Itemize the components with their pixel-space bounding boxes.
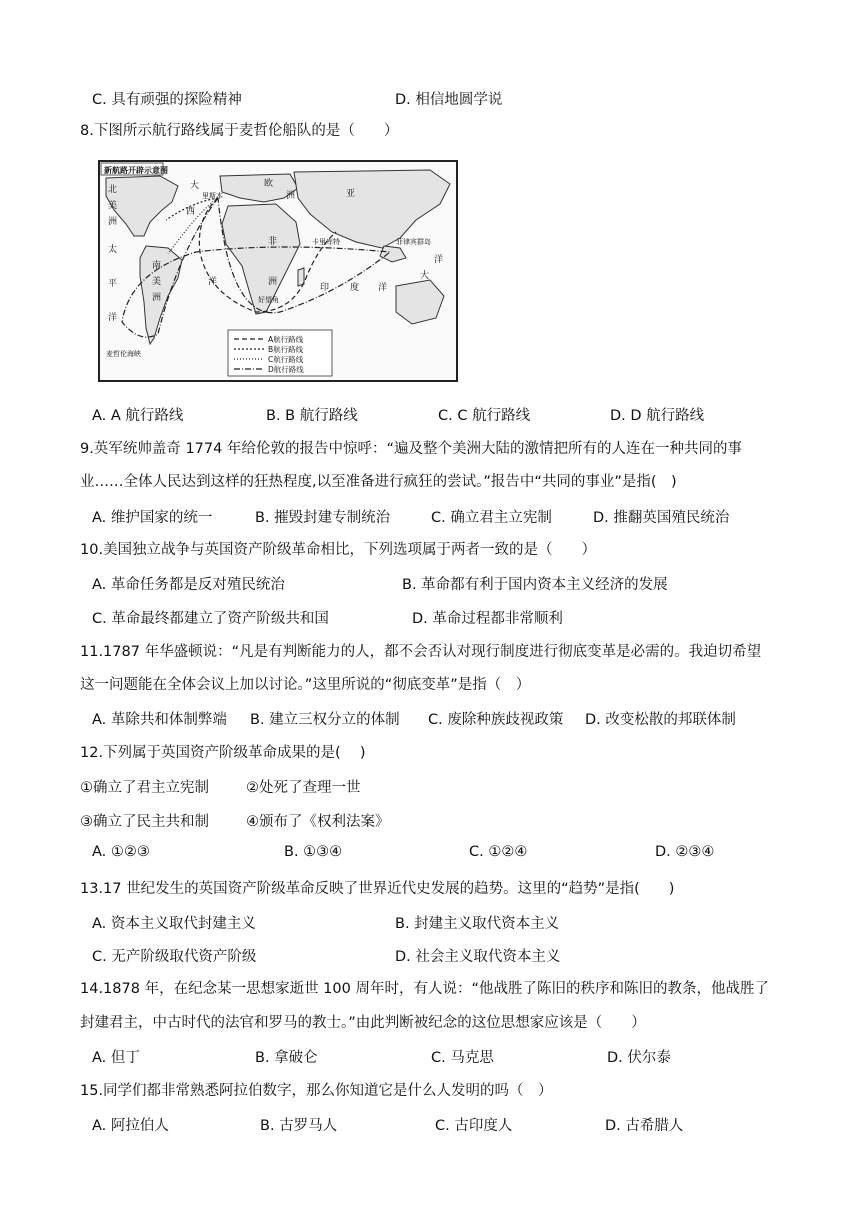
q14-stem-line2: 封建君主，中古时代的法官和罗马的教士。”由此判断被纪念的这位思想家应该是（ ） bbox=[80, 1015, 646, 1031]
q11-option-d: D. 改变松散的邦联体制 bbox=[585, 712, 736, 728]
q9-option-d: D. 推翻英国殖民统治 bbox=[593, 510, 730, 526]
map-label-da1: 大 bbox=[190, 181, 200, 191]
q12-item-2: ②处死了查理一世 bbox=[246, 780, 361, 796]
map-label-philippines: 菲律宾群岛 bbox=[396, 238, 431, 246]
map-label-ping: 平 bbox=[108, 279, 118, 289]
q14-option-c: C. 马克思 bbox=[431, 1050, 494, 1066]
q10-option-c: C. 革命最终都建立了资产阶级共和国 bbox=[92, 611, 329, 627]
q8-option-b: B. B 航行路线 bbox=[266, 408, 358, 424]
map-label-cape: 好望角 bbox=[258, 296, 279, 304]
q15-option-a: A. 阿拉伯人 bbox=[92, 1118, 169, 1134]
q8-stem: 8.下图所示航行路线属于麦哲伦船队的是（ ） bbox=[80, 123, 399, 139]
q12-option-a: A. ①②③ bbox=[92, 844, 150, 860]
map-label-yin: 印 bbox=[320, 283, 330, 293]
map-label-zhou4: 洲 bbox=[268, 277, 278, 287]
map-label-calicut: 卡里库特 bbox=[312, 238, 340, 246]
q15-stem: 15.同学们都非常熟悉阿拉伯数字，那么你知道它是什么人发明的吗（ ） bbox=[80, 1083, 553, 1099]
map-label-zhou3: 洲 bbox=[286, 191, 296, 201]
legend-c: C航行路线 bbox=[268, 355, 304, 364]
map-label-tai: 太 bbox=[108, 245, 118, 255]
q11-stem-line1: 11.1787 年华盛顿说：“凡是有判断能力的人，都不会否认对现行制度进行彻底变革是必需的。我迫切希望 bbox=[80, 644, 762, 660]
q14-option-d: D. 伏尔泰 bbox=[607, 1050, 671, 1066]
q10-option-a: A. 革命任务都是反对殖民统治 bbox=[92, 577, 285, 593]
map-title: 新航路开辟示意图 bbox=[104, 166, 168, 175]
q13-stem: 13.17 世纪发生的英国资产阶级革命反映了世界近代史发展的趋势。这里的“趋势”是指( ) bbox=[80, 881, 675, 897]
q12-option-c: C. ①②④ bbox=[469, 844, 528, 860]
q8-option-c: C. C 航行路线 bbox=[438, 408, 531, 424]
map-label-north: 北 bbox=[108, 185, 118, 195]
q11-option-a: A. 革除共和体制弊端 bbox=[92, 712, 227, 728]
q8-option-d: D. D 航行路线 bbox=[610, 408, 705, 424]
voyage-map-drawing bbox=[100, 162, 456, 380]
q15-option-b: B. 古罗马人 bbox=[260, 1118, 338, 1134]
map-label-ya: 亚 bbox=[346, 189, 356, 199]
q10-stem: 10.美国独立战争与英国资产阶级革命相比，下列选项属于两者一致的是（ ） bbox=[80, 542, 597, 558]
map-label-zhou: 洲 bbox=[108, 217, 118, 227]
q8-option-a: A. A 航行路线 bbox=[92, 408, 184, 424]
q13-option-b: B. 封建主义取代资本主义 bbox=[395, 916, 560, 932]
map-label-mei2: 美 bbox=[152, 277, 162, 287]
map-label-fei: 非 bbox=[268, 237, 278, 247]
q9-stem-line2: 业……全体人民达到这样的狂热程度,以至准备进行疯狂的尝试。”报告中“共同的事业”是指( ) bbox=[80, 474, 677, 490]
q14-stem-line1: 14.1878 年，在纪念某一思想家逝世 100 周年时，有人说：“他战胜了陈旧的秩序和陈旧的教条，他战胜了 bbox=[80, 981, 769, 997]
q9-option-a: A. 维护国家的统一 bbox=[92, 510, 213, 526]
map-label-lisbon: 里斯本 bbox=[202, 192, 223, 200]
map-label-da2: 大 bbox=[420, 271, 430, 281]
map-label-yang: 洋 bbox=[108, 313, 118, 323]
map-label-zhou2: 洲 bbox=[152, 293, 162, 303]
q9-option-c: C. 确立君主立宪制 bbox=[431, 510, 552, 526]
legend-b: B航行路线 bbox=[268, 345, 304, 354]
q9-option-b: B. 摧毁封建专制统治 bbox=[255, 510, 391, 526]
map-label-du: 度 bbox=[350, 283, 360, 293]
q13-option-c: C. 无产阶级取代资产阶级 bbox=[92, 949, 257, 965]
q11-option-b: B. 建立三权分立的体制 bbox=[250, 712, 400, 728]
q13-option-d: D. 社会主义取代资本主义 bbox=[395, 949, 561, 965]
q11-option-c: C. 废除种族歧视政策 bbox=[428, 712, 564, 728]
q12-stem: 12.下列属于英国资产阶级革命成果的是( ) bbox=[80, 745, 366, 761]
map-label-mei: 美 bbox=[108, 201, 118, 211]
q10-option-b: B. 革命都有利于国内资本主义经济的发展 bbox=[402, 577, 668, 593]
q12-item-4: ④颁布了《权利法案》 bbox=[246, 814, 390, 830]
voyage-map bbox=[98, 160, 458, 382]
map-label-xi: 西 bbox=[186, 207, 196, 217]
map-label-yang2: 洋 bbox=[208, 277, 218, 287]
q12-option-d: D. ②③④ bbox=[655, 844, 715, 860]
q10-option-d: D. 革命过程都非常顺利 bbox=[412, 611, 563, 627]
q9-stem-line1: 9.英军统帅盖奇 1774 年给伦敦的报告中惊呼：“遍及整个美洲大陆的激情把所有的人连在一种共同的事 bbox=[80, 441, 742, 457]
map-label-strait: 麦哲伦海峡 bbox=[106, 350, 141, 358]
map-label-yang4: 洋 bbox=[434, 255, 444, 265]
q7-option-c: C. 具有顽强的探险精神 bbox=[92, 92, 242, 108]
q11-stem-line2: 这一问题能在全体会议上加以讨论。”这里所说的“彻底变革”是指（ ） bbox=[80, 677, 531, 693]
q12-option-b: B. ①③④ bbox=[284, 844, 343, 860]
map-label-ou: 欧 bbox=[264, 179, 274, 189]
q14-option-a: A. 但丁 bbox=[92, 1050, 140, 1066]
map-label-yang3: 洋 bbox=[378, 283, 388, 293]
legend-d: D航行路线 bbox=[268, 365, 304, 374]
q15-option-d: D. 古希腊人 bbox=[605, 1118, 684, 1134]
q12-item-3: ③确立了民主共和制 bbox=[80, 814, 209, 830]
q14-option-b: B. 拿破仑 bbox=[255, 1050, 318, 1066]
map-label-nan: 南 bbox=[152, 261, 162, 271]
q7-option-d: D. 相信地圆学说 bbox=[395, 92, 503, 108]
q12-item-1: ①确立了君主立宪制 bbox=[80, 780, 209, 796]
q15-option-c: C. 古印度人 bbox=[435, 1118, 513, 1134]
legend-a: A航行路线 bbox=[268, 335, 304, 344]
q13-option-a: A. 资本主义取代封建主义 bbox=[92, 916, 256, 932]
